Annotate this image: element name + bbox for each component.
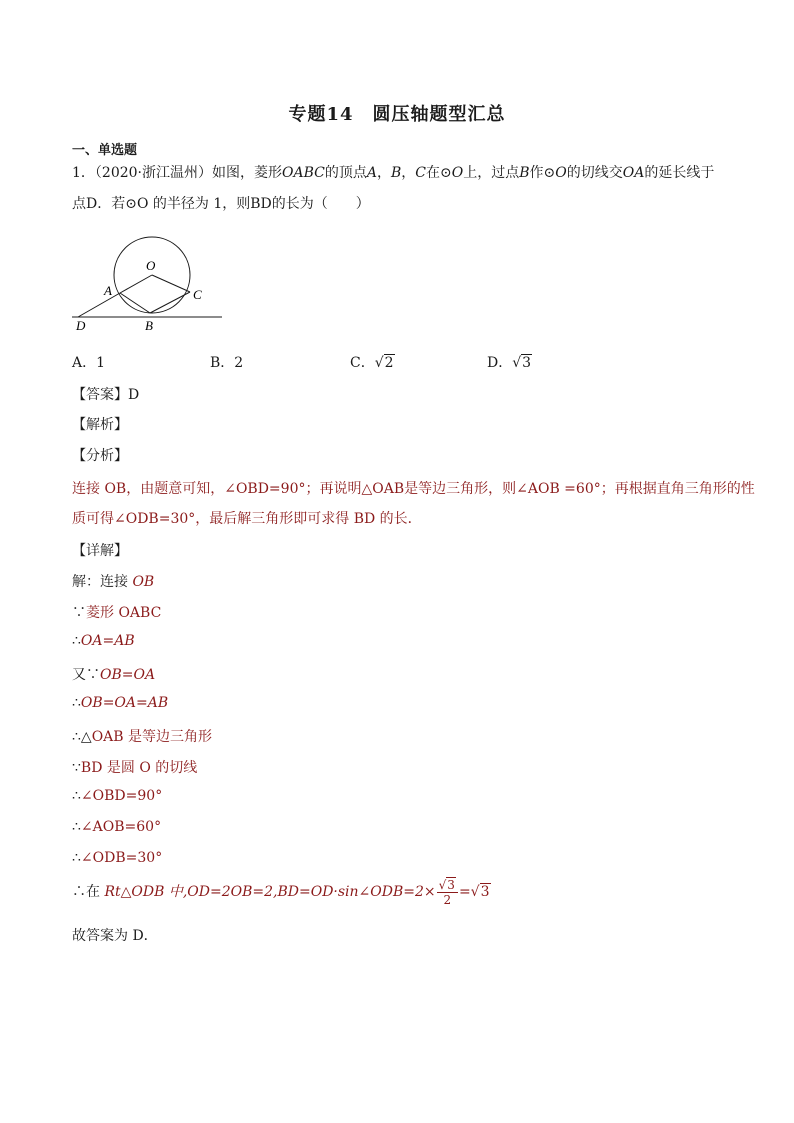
equals-sign: = [458,884,471,900]
step-9 [72,819,161,835]
step-text: OAB 是等边三角形 [91,729,213,745]
final-step-text: Rt△ODB 中,OD=2OB=2,BD=OD·sin∠ODB=2× [104,884,436,900]
segment-oa [120,275,152,293]
q-text: 作⊙ [529,165,556,181]
fraction-numerator [437,878,458,893]
step-10 [72,850,162,866]
step-text: OB [132,574,155,590]
result-radicand: 3 [480,884,490,900]
step-prefix: ∴ [72,695,81,711]
step-7 [72,757,197,777]
conclusion: 故答案为 D． [72,928,158,944]
step-2 [72,602,161,622]
step-prefix: ∴在 [72,884,105,900]
step-4 [72,664,155,684]
frac-radicand: 3 [447,877,455,892]
step-text: ∠ODB=30° [80,850,163,866]
answer-row [72,384,139,404]
question-number: 1． [72,165,95,181]
q-text: 如图，菱形 [212,165,283,181]
page-title: 专题14 圆压轴题型汇总 [288,104,506,125]
segment-bc [150,292,190,313]
q-text: OABC [282,165,325,181]
step-text: 菱形 OABC [86,605,162,621]
segment-co [152,275,190,292]
step-prefix: ∵ [72,760,81,776]
sqrt-icon: √ [438,877,447,892]
step-prefix: ∴△ [72,729,92,745]
q-text: B [391,165,402,181]
step-text: ∠AOB=60° [80,819,162,835]
choice-b: B．2 [210,355,244,371]
choice-c-label: C． [350,355,375,371]
final-step [72,876,491,908]
step-8 [72,788,162,804]
q-text: 的顶点 [324,165,367,181]
q-text: 在⊙ [426,165,452,181]
q-text: B [519,165,530,181]
step-1 [72,571,154,591]
section-heading: 一、单选题 [72,143,138,158]
step-3 [72,633,135,649]
choice-d [487,352,532,372]
choice-c-radicand: 2 [384,355,394,371]
question-line-2: 点D．若⊙O 的半径为 1，则BD的长为（ ） [72,196,370,212]
choice-d-label: D． [487,355,513,371]
q-text: C [415,165,427,181]
sqrt-icon: √ [374,355,384,371]
q-text: ， [401,165,416,181]
step-prefix: ∴ [72,819,81,835]
choice-c [350,352,395,372]
step-prefix: 又∵ [72,667,100,683]
label-d: D [76,318,86,333]
label-c: C [193,287,202,302]
step-prefix: ∴ [72,633,81,649]
choice-a: A．1 [72,355,106,371]
sqrt-icon: √ [470,884,480,900]
step-prefix: 解：连接 [72,574,133,590]
choice-d-radicand: 3 [522,355,532,371]
step-prefix: ∴ [72,850,81,866]
step-6 [72,726,212,746]
answer-label: 【答案】 [72,387,128,403]
analysis-line-1: 连接 OB，由题意可知，∠OBD=90°；再说明△OAB是等边三角形，则∠AOB =60°；再根据直角三角形的性 [72,481,755,497]
analysis-label: 【解析】 [72,417,128,433]
label-a: A [104,283,112,298]
geometry-figure [70,228,230,338]
analysis-line-2: 质可得∠ODB=30°，最后解三角形即可求得 BD 的长． [72,511,422,527]
answer-value: D [128,387,140,403]
step-text: OB=OA=AB [80,695,169,711]
step-text: OA=AB [80,633,135,649]
q-text: O [555,165,567,181]
step-5 [72,695,168,711]
step-text: OB=OA [100,667,156,683]
step-text: BD 是圆 O 的切线 [80,760,198,776]
q-text: ， [377,165,391,181]
detail-label: 【详解】 [72,543,128,559]
label-o: O [146,258,156,273]
q-text: O [451,165,464,181]
step-prefix: ∴ [72,788,81,804]
q-text: A [366,165,377,181]
q-text: 上，过点 [463,165,520,181]
label-b: B [145,318,153,333]
step-text: ∠OBD=90° [80,788,163,804]
q-text: 的延长线于 [644,165,715,181]
fenxi-label: 【分析】 [72,448,128,464]
question-source: （2020·浙江温州） [94,165,213,181]
fraction [437,878,458,907]
segment-ab [120,293,150,313]
q-text: OA [622,165,645,181]
q-text: 的切线交 [566,165,623,181]
question-line-1 [72,165,714,181]
fraction-denominator: 2 [443,892,452,907]
sqrt-icon: √ [512,355,522,371]
segment-ad [78,293,120,317]
step-prefix: ∵ [72,605,86,621]
